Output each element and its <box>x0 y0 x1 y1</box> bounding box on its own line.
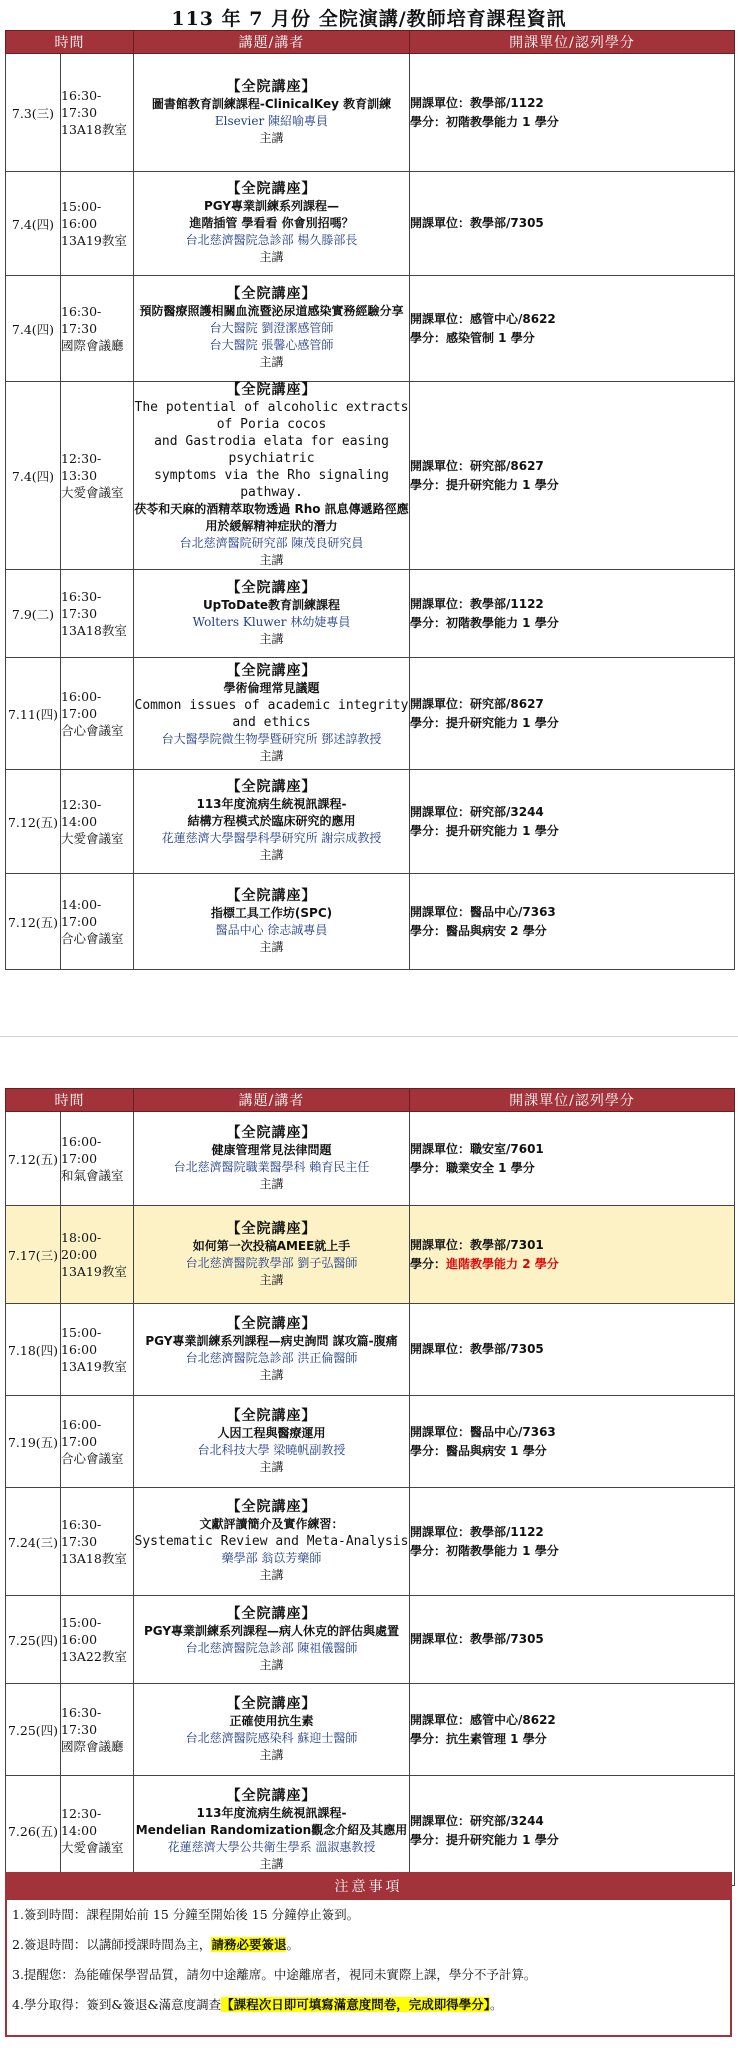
course-host-label: 主講 <box>259 748 284 763</box>
course-room: 13A19教室 <box>61 1359 127 1374</box>
course-speaker: 花蓮慈濟大學公共衛生學系 溫淑惠教授 <box>167 1840 376 1854</box>
course-tag: 【全院講座】 <box>226 1407 317 1424</box>
page-divider <box>0 1036 738 1037</box>
time-header: 時間 <box>6 31 134 54</box>
course-row <box>6 1206 735 1304</box>
course-date: 7.24(三) <box>6 1488 61 1596</box>
course-credit-label: 學分： <box>410 1256 447 1271</box>
course-unit-cell <box>410 1396 735 1488</box>
course-room: 13A19教室 <box>61 1264 127 1279</box>
note-2-end: 。 <box>286 1937 299 1952</box>
course-topic-cell <box>134 570 410 658</box>
course-topic-cell <box>134 770 410 874</box>
course-time: 14:00-17:00 <box>61 897 102 929</box>
course-date: 7.26(五) <box>6 1776 61 1886</box>
course-host-label: 主講 <box>259 631 284 646</box>
course-credit: 學分：提升研究能力 1 學分 <box>410 1832 559 1847</box>
note-4-highlight: 【課程次日即可填寫滿意度問卷，完成即得學分】 <box>221 1997 490 2012</box>
course-row <box>6 1396 735 1488</box>
course-time-cell <box>61 1596 134 1684</box>
course-title: PGY專業訓練系列課程—病人休克的評估與處置 <box>143 1623 400 1638</box>
unit-header: 開課單位/認列學分 <box>410 1089 735 1112</box>
course-time-cell <box>61 658 134 770</box>
course-tag: 【全院講座】 <box>226 1220 317 1237</box>
course-speaker: 台北慈濟醫院職業醫學科 賴育民主任 <box>173 1159 370 1174</box>
course-time: 12:30-13:30 <box>61 451 102 483</box>
course-host-label: 主講 <box>259 1657 284 1672</box>
course-row <box>6 276 735 382</box>
course-topic-cell <box>134 1206 410 1304</box>
course-room: 大愛會議室 <box>61 831 124 846</box>
course-row <box>6 658 735 770</box>
course-credit: 學分：初階教學能力 1 學分 <box>410 114 559 129</box>
course-speaker: Wolters Kluwer 林幼婕專員 <box>192 614 351 629</box>
page-gap <box>0 1012 738 1052</box>
course-date: 7.12(五) <box>6 1112 61 1206</box>
note-2-highlight: 請務必要簽退 <box>211 1937 287 1952</box>
course-credit: 學分：提升研究能力 1 學分 <box>410 823 559 838</box>
course-date: 7.9(二) <box>6 570 61 658</box>
course-unit: 開課單位：醫品中心/7363 <box>410 904 556 919</box>
course-time-cell <box>61 874 134 970</box>
course-speaker: 台大醫學院微生物學暨研究所 鄧述諄教授 <box>161 731 382 746</box>
time-header: 時間 <box>6 1089 134 1112</box>
course-row <box>6 1596 735 1684</box>
course-topic-cell <box>134 1488 410 1596</box>
course-credit-highlight: 進階教學能力 2 學分 <box>446 1256 559 1271</box>
course-tag: 【全院講座】 <box>226 1315 317 1332</box>
course-credit: 學分：醫品與病安 1 學分 <box>410 1443 547 1458</box>
course-room: 合心會議室 <box>61 723 124 738</box>
course-title: 預防醫療照護相關血流暨泌尿道感染實務經驗分享 <box>139 304 404 318</box>
course-tag: 【全院講座】 <box>226 662 317 679</box>
course-row <box>6 570 735 658</box>
course-tag: 【全院講座】 <box>226 286 317 302</box>
course-credit: 學分：醫品與病安 2 學分 <box>410 923 547 938</box>
topic-header: 講題/講者 <box>134 31 410 54</box>
course-unit-cell <box>410 276 735 382</box>
course-host-label: 主講 <box>259 130 284 145</box>
course-unit: 開課單位：教學部/1122 <box>410 1524 544 1539</box>
course-host-label: 主講 <box>259 1857 284 1871</box>
course-date: 7.4(四) <box>6 172 61 276</box>
course-unit-cell <box>410 1112 735 1206</box>
course-date: 7.12(五) <box>6 770 61 874</box>
course-time: 16:00-17:00 <box>61 1134 102 1166</box>
course-time-cell <box>61 276 134 382</box>
course-unit-cell <box>410 658 735 770</box>
course-row <box>6 1776 735 1886</box>
course-time: 12:30-14:00 <box>61 1806 102 1838</box>
course-room: 和氣會議室 <box>61 1168 124 1183</box>
course-title: UpToDate教育訓練課程 <box>202 597 341 612</box>
course-speaker: 台北慈濟醫院研究部 陳茂良研究員 <box>179 536 364 550</box>
course-speaker: 醫品中心 徐志誠專員 <box>215 922 328 937</box>
course-speaker: 花蓮慈濟大學醫學科學研究所 謝宗成教授 <box>161 831 382 845</box>
course-room: 國際會議廳 <box>61 338 124 353</box>
course-speaker: 藥學部 翁苡芳藥師 <box>221 1551 322 1565</box>
course-unit-cell <box>410 874 735 970</box>
course-title-en: and Gastrodia elata for easing psychiatric <box>154 434 389 466</box>
note-1: 1.簽到時間：課程開始前 15 分鐘至開始後 15 分鐘停止簽到。 <box>12 1907 360 1922</box>
course-unit: 開課單位：研究部/3244 <box>410 804 544 819</box>
course-topic-cell <box>134 1304 410 1396</box>
course-unit-cell <box>410 172 735 276</box>
course-title: 用於緩解精神症狀的潛力 <box>205 519 338 533</box>
notes-title: 注意事項 <box>7 1874 730 1900</box>
course-unit-cell <box>410 1684 735 1776</box>
course-time: 12:30-14:00 <box>61 797 102 829</box>
course-time-cell <box>61 1206 134 1304</box>
course-topic-cell <box>134 172 410 276</box>
course-time: 15:00-16:00 <box>61 1615 102 1647</box>
course-date: 7.3(三) <box>6 54 61 172</box>
course-speaker: 台北慈濟醫院急診部 楊久滕部長 <box>185 233 358 247</box>
course-tag: 【全院講座】 <box>226 1124 317 1141</box>
course-credit: 學分：初階教學能力 1 學分 <box>410 615 559 630</box>
course-topic-cell <box>134 276 410 382</box>
course-speaker: 台北慈濟醫院感染科 蘇迎士醫師 <box>185 1730 358 1745</box>
course-speaker: 台北科技大學 梁曉帆副教授 <box>197 1442 346 1457</box>
course-unit: 開課單位：教學部/1122 <box>410 95 544 110</box>
course-title: 圖書館教育訓練課程-ClinicalKey 教育訓練 <box>151 96 392 111</box>
note-3: 3.提醒您：為能確保學習品質，請勿中途離席。中途離席者，視同未實際上課，學分不予計算。 <box>12 1967 537 1982</box>
course-unit: 開課單位：教學部/7301 <box>410 1237 544 1252</box>
course-credit: 學分：抗生素管理 1 學分 <box>410 1731 547 1746</box>
course-host-label: 主講 <box>259 1176 284 1191</box>
course-tag: 【全院講座】 <box>226 181 317 197</box>
course-tag: 【全院講座】 <box>226 779 317 795</box>
course-speaker: 台北慈濟醫院急診部 陳祖儀醫師 <box>185 1640 358 1655</box>
course-title: PGY專業訓練系列課程— <box>203 199 340 213</box>
course-date: 7.12(五) <box>6 874 61 970</box>
course-unit: 開課單位：教學部/7305 <box>410 1632 544 1646</box>
course-time-cell <box>61 570 134 658</box>
course-title: 如何第一次投稿AMEE就上手 <box>192 1238 351 1253</box>
course-time: 18:00-20:00 <box>61 1230 102 1262</box>
course-host-label: 主講 <box>259 1367 284 1382</box>
note-2-text: 2.簽退時間：以講師授課時間為主， <box>12 1937 212 1952</box>
course-tag: 【全院講座】 <box>226 1695 317 1712</box>
course-host-label: 主講 <box>259 355 284 369</box>
course-unit-cell <box>410 570 735 658</box>
course-date: 7.25(四) <box>6 1684 61 1776</box>
note-4-end: 。 <box>489 1997 503 2012</box>
course-time-cell <box>61 1304 134 1396</box>
course-tag: 【全院講座】 <box>226 1605 317 1622</box>
course-unit-cell <box>410 382 735 570</box>
course-time-cell <box>61 1112 134 1206</box>
notes-box <box>5 1872 732 2037</box>
course-speaker: 台大醫院 劉澄潔感管師 <box>209 321 334 335</box>
note-4 <box>7 1990 730 2020</box>
course-unit: 開課單位：研究部/8627 <box>410 458 544 473</box>
course-date: 7.25(四) <box>6 1596 61 1684</box>
course-topic-cell <box>134 658 410 770</box>
course-tag: 【全院講座】 <box>226 1499 317 1515</box>
course-title: 人因工程與醫療運用 <box>217 1425 326 1440</box>
course-unit: 開課單位：醫品中心/7363 <box>410 1424 556 1439</box>
course-title: 學術倫理常見議題 <box>223 680 320 695</box>
course-time: 15:00-16:00 <box>61 1325 102 1357</box>
course-title: 文獻評讀簡介及實作練習： <box>199 1517 344 1531</box>
course-title: PGY專業訓練系列課程—病史詢問 謀攻篇-腹痛 <box>145 1333 398 1348</box>
course-row <box>6 874 735 970</box>
course-unit-cell <box>410 54 735 172</box>
course-topic-cell <box>134 1776 410 1886</box>
course-room: 大愛會議室 <box>61 485 124 500</box>
course-room: 13A18教室 <box>61 122 127 137</box>
course-topic-cell <box>134 1684 410 1776</box>
course-row <box>6 382 735 570</box>
course-room: 合心會議室 <box>61 1451 124 1466</box>
page-title: 113 年 7 月份 全院演講/教師培育課程資訊 <box>171 8 567 30</box>
course-host-label: 主講 <box>259 1459 284 1474</box>
course-time: 16:30-17:30 <box>61 1517 102 1549</box>
course-title: Mendelian Randomization觀念介紹及其應用 <box>135 1823 408 1837</box>
course-host-label: 主講 <box>259 250 284 264</box>
course-title: 正確使用抗生素 <box>229 1713 314 1728</box>
course-tag: 【全院講座】 <box>226 579 317 596</box>
course-topic-cell <box>134 1112 410 1206</box>
course-time: 16:00-17:00 <box>61 1417 102 1449</box>
course-title: 結構方程模式於臨床研究的應用 <box>187 814 356 828</box>
course-time: 15:00-16:00 <box>61 199 102 231</box>
course-unit-cell <box>410 1776 735 1886</box>
course-host-label: 主講 <box>259 939 284 954</box>
course-topic-cell <box>134 382 410 570</box>
course-room: 13A18教室 <box>61 623 127 638</box>
course-topic-cell <box>134 874 410 970</box>
course-time: 16:30-17:30 <box>61 304 102 336</box>
course-date: 7.4(四) <box>6 276 61 382</box>
course-title-en: symptoms via the Rho signaling pathway. <box>154 468 389 500</box>
course-time-cell <box>61 1488 134 1596</box>
course-room: 國際會議廳 <box>61 1739 124 1754</box>
course-time-cell <box>61 382 134 570</box>
course-host-label: 主講 <box>259 1568 284 1582</box>
course-unit: 開課單位：研究部/3244 <box>410 1813 544 1828</box>
course-time-cell <box>61 1776 134 1886</box>
course-time-cell <box>61 1684 134 1776</box>
course-date: 7.19(五) <box>6 1396 61 1488</box>
course-time-cell <box>61 172 134 276</box>
course-credit <box>410 1255 734 1274</box>
course-unit: 開課單位：研究部/8627 <box>410 696 544 711</box>
course-room: 13A18教室 <box>61 1551 127 1566</box>
course-time: 16:30-17:30 <box>61 88 102 120</box>
course-time-cell <box>61 54 134 172</box>
topic-header: 講題/講者 <box>134 1089 410 1112</box>
course-host-label: 主講 <box>259 848 284 862</box>
course-row <box>6 1488 735 1596</box>
course-row <box>6 54 735 172</box>
course-unit-cell <box>410 1488 735 1596</box>
course-title: 113年度流病生統視訊課程- <box>196 797 347 811</box>
course-unit: 開課單位：感管中心/8622 <box>410 1712 556 1727</box>
course-speaker: 台北慈濟醫院急診部 洪正倫醫師 <box>185 1350 358 1365</box>
course-unit: 開課單位：教學部/1122 <box>410 596 544 611</box>
course-row <box>6 1684 735 1776</box>
course-unit: 開課單位：教學部/7305 <box>410 1342 544 1356</box>
course-room: 合心會議室 <box>61 931 124 946</box>
course-time: 16:00-17:00 <box>61 689 102 721</box>
course-credit: 學分：職業安全 1 學分 <box>410 1160 535 1175</box>
course-topic-cell <box>134 1596 410 1684</box>
course-credit: 學分：提升研究能力 1 學分 <box>410 715 559 730</box>
course-topic-cell <box>134 1396 410 1488</box>
course-row <box>6 770 735 874</box>
course-title-en: The potential of alcoholic extracts of Poria cocos <box>134 400 409 432</box>
note-4-text: 4.學分取得：簽到&簽退&滿意度調查 <box>12 1997 222 2012</box>
course-title: 進階插管 學看看 你會別招嗎？ <box>189 216 354 230</box>
course-host-label: 主講 <box>259 553 284 567</box>
course-unit-cell <box>410 1206 735 1304</box>
course-time-cell <box>61 770 134 874</box>
course-time-cell <box>61 1396 134 1488</box>
course-tag: 【全院講座】 <box>226 78 317 95</box>
course-title: 113年度流病生統視訊課程- <box>196 1806 347 1820</box>
course-unit: 開課單位：感管中心/8622 <box>410 311 556 326</box>
course-tag: 【全院講座】 <box>226 382 317 398</box>
course-credit: 學分：提升研究能力 1 學分 <box>410 477 559 492</box>
schedule-table-part1 <box>5 30 735 970</box>
course-credit: 學分：初階教學能力 1 學分 <box>410 1543 559 1558</box>
course-speaker: 台大醫院 張馨心感管師 <box>209 338 334 352</box>
course-title-en: Common issues of academic integrity and ethics <box>134 697 409 730</box>
course-time: 16:30-17:30 <box>61 1705 102 1737</box>
course-unit-cell <box>410 1596 735 1684</box>
course-host-label: 主講 <box>259 1272 284 1287</box>
course-host-label: 主講 <box>259 1747 284 1762</box>
course-title-en: Systematic Review and Meta-Analysis <box>134 1534 409 1549</box>
course-row <box>6 1304 735 1396</box>
course-date: 7.4(四) <box>6 382 61 570</box>
course-date: 7.18(四) <box>6 1304 61 1396</box>
course-unit-cell <box>410 770 735 874</box>
course-room: 大愛會議室 <box>61 1840 124 1855</box>
course-row <box>6 1112 735 1206</box>
note-2 <box>7 1930 730 1960</box>
course-unit: 開課單位：職安室/7601 <box>410 1141 544 1156</box>
course-title: 健康管理常見法律問題 <box>211 1142 332 1157</box>
course-room: 13A22教室 <box>61 1649 127 1664</box>
course-room: 13A19教室 <box>61 233 127 248</box>
course-tag: 【全院講座】 <box>226 1788 317 1804</box>
course-unit-cell <box>410 1304 735 1396</box>
course-date: 7.11(四) <box>6 658 61 770</box>
course-speaker: 台北慈濟醫院教學部 劉子弘醫師 <box>185 1255 358 1270</box>
schedule-table-part2 <box>5 1088 735 1886</box>
course-title: 指標工具工作坊(SPC) <box>210 905 333 920</box>
course-row <box>6 172 735 276</box>
course-title: 茯苓和天麻的酒精萃取物透過 Rho 訊息傳遞路徑應 <box>134 502 409 516</box>
course-topic-cell <box>134 54 410 172</box>
unit-header: 開課單位/認列學分 <box>410 31 735 54</box>
course-unit: 開課單位：教學部/7305 <box>410 216 544 230</box>
course-credit: 學分：感染管制 1 學分 <box>410 330 535 345</box>
course-tag: 【全院講座】 <box>226 887 317 904</box>
course-speaker: Elsevier 陳紹喻專員 <box>214 113 329 128</box>
course-date: 7.17(三) <box>6 1206 61 1304</box>
course-time: 16:30-17:30 <box>61 589 102 621</box>
